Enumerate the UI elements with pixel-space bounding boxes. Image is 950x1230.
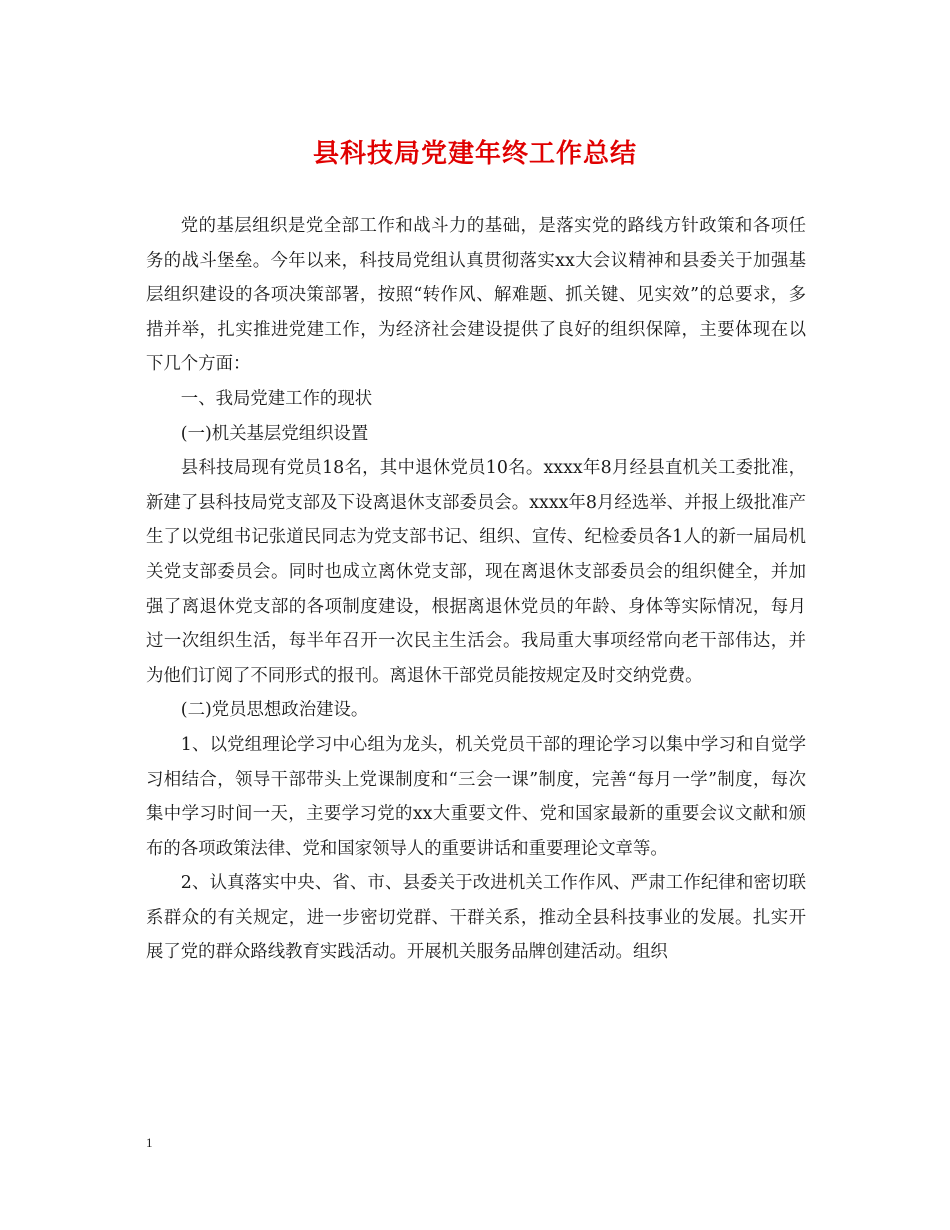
document-title: 县科技局党建年终工作总结	[312, 139, 637, 169]
section-heading-1: 一、我局党建工作的现状	[180, 388, 373, 409]
paragraph-item-1: 1、以党组理论学习中心组为龙头，机关党员干部的理论学习以集中学习和自觉学习相结合，领导干部带头上党课制度和“三会一课”制度，完善“每月一学”制度，每次集中学习时间一天，主要学习党的xx大重要文件、党和国家最新的重要会议文献和颁布的各项政策法律、党和国家领导人的重要讲话和重要理论文章等。	[146, 734, 806, 859]
paragraph-org-setup: 县科技局现有党员18名，其中退休党员10名。xxxx年8月经县直机关工委批准，新建了县科技局党支部及下设离退休支部委员会。xxxx年8月经选举、并报上级批准产生了以党组书记张道民同志为党支部书记、组织、宣传、纪检委员各1人的新一届局机关党支部委员会。同时也成立离休党支部，现在离退休支部委员会的组织健全，并加强了离退休党支部的各项制度建设，根据离退休党员的年龄、身体等实际情况，每月过一次组织生活，每半年召开一次民主生活会。我局重大事项经常向老干部伟达，并为他们订阅了不同形式的报刊。离退休干部党员能按规定及时交纳党费。	[146, 458, 806, 686]
paragraph-intro: 党的基层组织是党全部工作和战斗力的基础，是落实党的路线方针政策和各项任务的战斗堡垒。今年以来，科技局党组认真贯彻落实xx大会议精神和县委关于加强基层组织建设的各项决策部署，按照“转作风、解难题、抓关键、见实效”的总要求，多措并举，扎实推进党建工作，为经济社会建设提供了良好的组织保障，主要体现在以下几个方面：	[146, 216, 806, 375]
page-number: 1	[146, 1135, 153, 1150]
paragraph-item-2: 2、认真落实中央、省、市、县委关于改进机关工作作风、严肃工作纪律和密切联系群众的有关规定，进一步密切党群、干群关系，推动全县科技事业的发展。扎实开展了党的群众路线教育实践活动。开展机关服务品牌创建活动。组织	[146, 873, 806, 963]
subsection-heading-2: (二)党员思想政治建设。	[180, 700, 369, 721]
subsection-heading-1: (一)机关基层党组织设置	[180, 423, 369, 444]
document-body	[146, 209, 806, 970]
